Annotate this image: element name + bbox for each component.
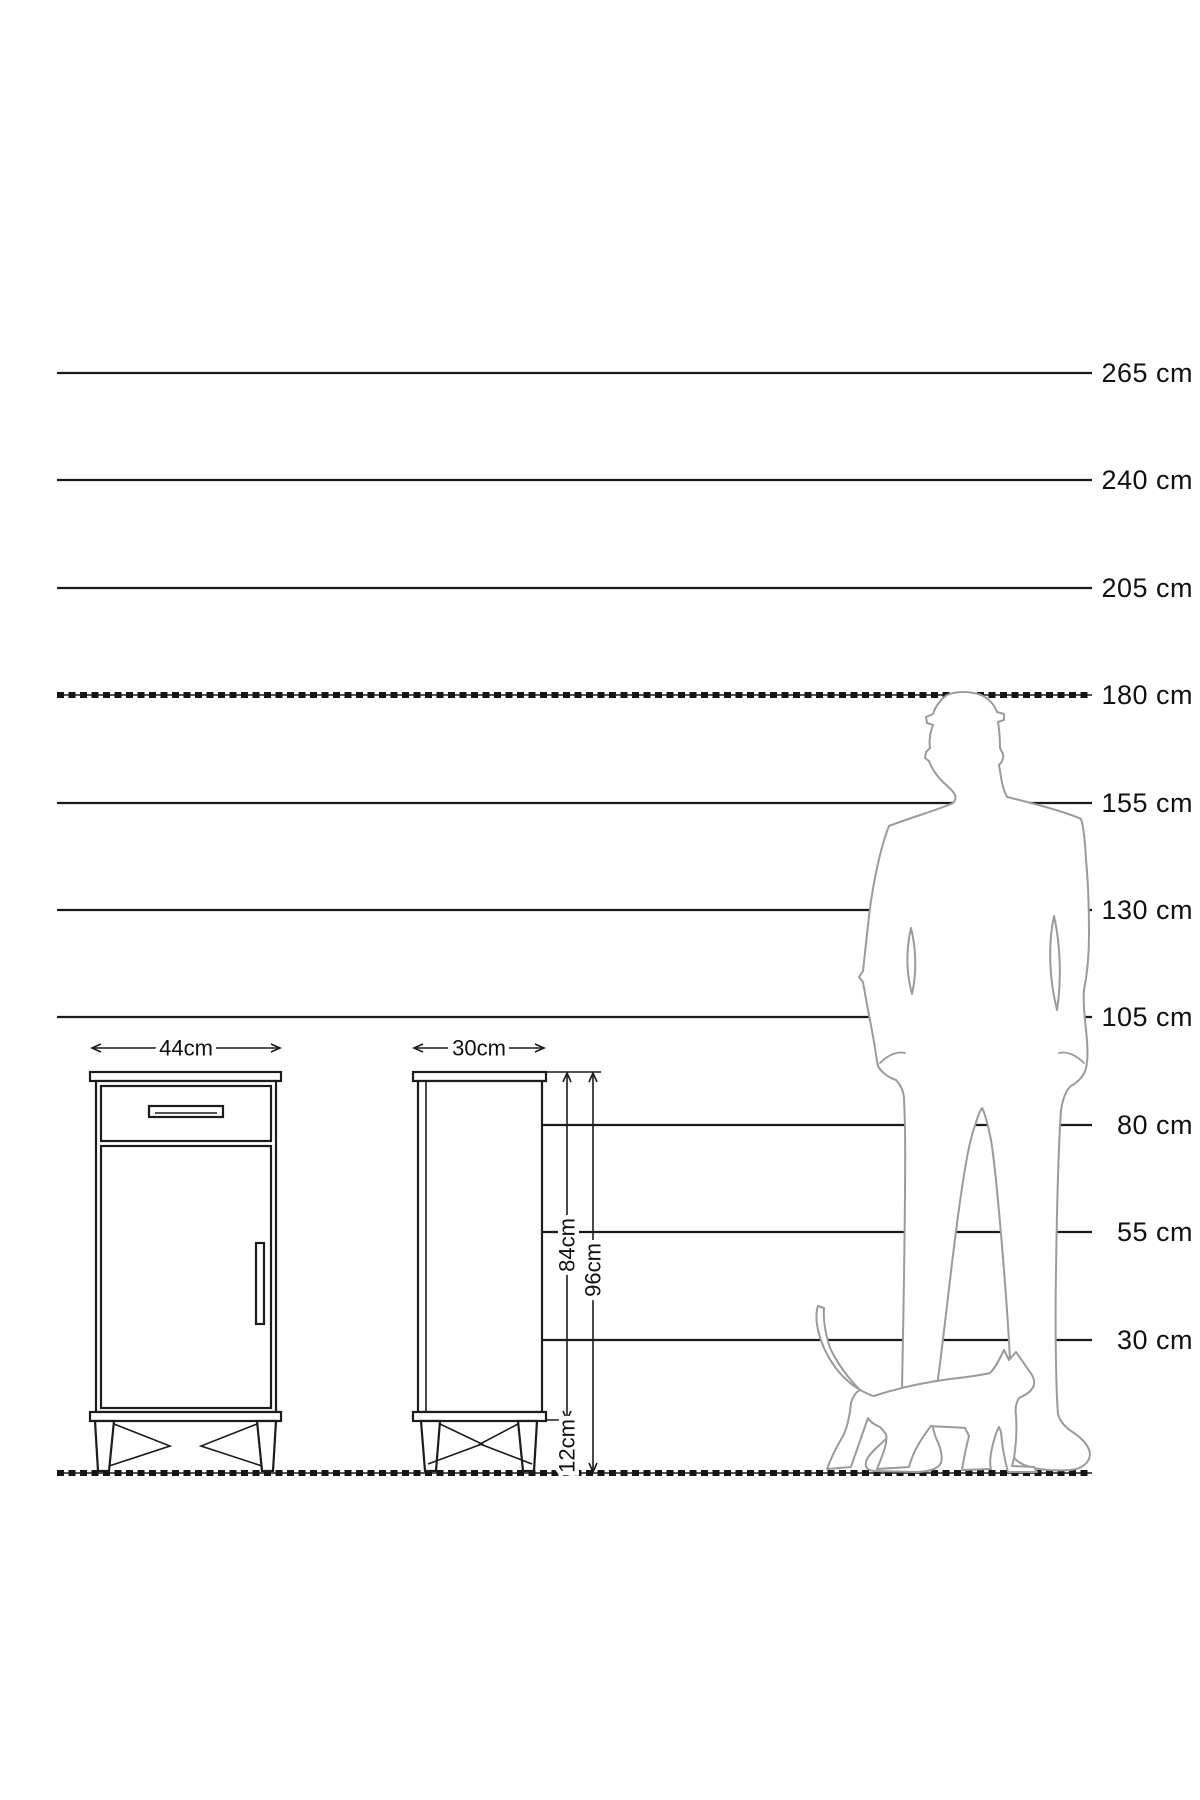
scale-label-205-cm: 205 cm <box>1101 573 1193 603</box>
front-width-label: 44cm <box>159 1035 213 1061</box>
front-top-board <box>90 1072 281 1081</box>
side-right-leg <box>518 1421 537 1471</box>
front-drawer-handle <box>149 1106 223 1117</box>
scale-label-155-cm: 155 cm <box>1101 788 1193 818</box>
cabinet-side-view <box>413 1072 546 1471</box>
side-carcass <box>418 1081 542 1412</box>
front-right-leg-brace <box>201 1424 262 1466</box>
scale-label-80-cm: 80 cm <box>1116 1110 1193 1140</box>
scale-label-55-cm: 55 cm <box>1116 1217 1193 1247</box>
scale-label-30-cm: 30 cm <box>1116 1325 1193 1355</box>
side-top-board <box>413 1072 546 1081</box>
scale-label-180-cm: 180 cm <box>1101 680 1193 710</box>
front-left-leg-brace <box>109 1424 170 1466</box>
leg-height-label: 12cm <box>554 1419 580 1473</box>
cabinet-front-view <box>90 1072 281 1471</box>
scale-label-240-cm: 240 cm <box>1101 465 1193 495</box>
front-bottom-board <box>90 1412 281 1421</box>
side-bottom-board <box>413 1412 546 1421</box>
scale-label-105-cm: 105 cm <box>1101 1002 1193 1032</box>
front-right-leg <box>257 1421 276 1471</box>
front-door-handle <box>256 1243 264 1324</box>
man-silhouette <box>859 692 1090 1472</box>
scale-label-265-cm: 265 cm <box>1101 358 1193 388</box>
front-left-leg <box>95 1421 114 1471</box>
total-height-label: 96cm <box>580 1243 606 1297</box>
carcass-height-label: 84cm <box>554 1218 580 1272</box>
side-depth-label: 30cm <box>452 1035 506 1061</box>
scale-label-130-cm: 130 cm <box>1101 895 1193 925</box>
front-door <box>101 1146 271 1408</box>
man-outline <box>859 692 1090 1472</box>
